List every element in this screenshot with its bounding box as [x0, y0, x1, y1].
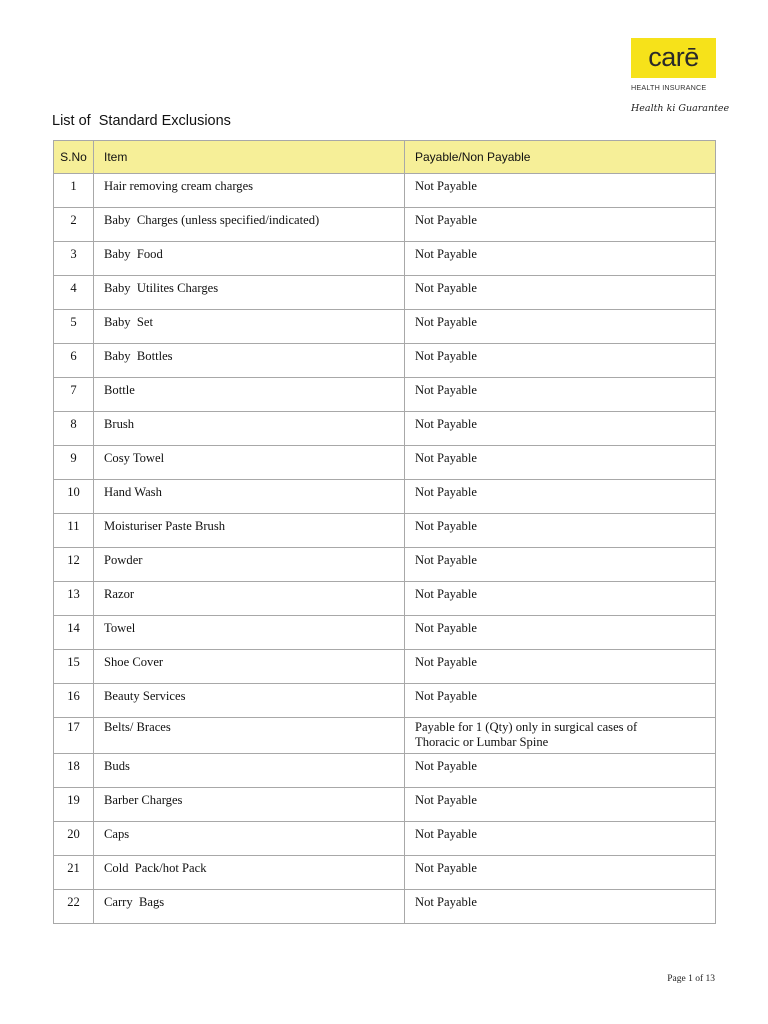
document-title: List of Standard Exclusions — [52, 113, 231, 129]
sno-cell: 19 — [54, 788, 94, 822]
status-cell: Payable for 1 (Qty) only in surgical cases of Thoracic or Lumbar Spine — [405, 718, 716, 754]
item-cell: Barber Charges — [94, 788, 405, 822]
item-cell: Carry Bags — [94, 890, 405, 924]
table-row — [54, 208, 716, 242]
column-header-item: Item — [94, 141, 405, 174]
sno-cell: 21 — [54, 856, 94, 890]
sno-cell: 10 — [54, 480, 94, 514]
status-cell: Not Payable — [405, 650, 716, 684]
status-cell: Not Payable — [405, 582, 716, 616]
item-cell: Powder — [94, 548, 405, 582]
page-number: Page 1 of 13 — [667, 974, 715, 984]
status-cell: Not Payable — [405, 788, 716, 822]
status-cell: Not Payable — [405, 412, 716, 446]
sno-cell: 9 — [54, 446, 94, 480]
table-row — [54, 650, 716, 684]
sno-cell: 5 — [54, 310, 94, 344]
column-header-sno: S.No — [54, 141, 94, 174]
table-row — [54, 548, 716, 582]
status-cell: Not Payable — [405, 616, 716, 650]
sno-cell: 20 — [54, 822, 94, 856]
status-cell: Not Payable — [405, 822, 716, 856]
status-cell: Not Payable — [405, 754, 716, 788]
sno-cell: 2 — [54, 208, 94, 242]
item-cell: Razor — [94, 582, 405, 616]
table-row — [54, 718, 716, 754]
sno-cell: 17 — [54, 718, 94, 754]
status-cell: Not Payable — [405, 310, 716, 344]
sno-cell: 14 — [54, 616, 94, 650]
table-body — [54, 174, 716, 924]
sno-cell: 1 — [54, 174, 94, 208]
status-cell: Not Payable — [405, 242, 716, 276]
item-cell: Beauty Services — [94, 684, 405, 718]
table-row — [54, 276, 716, 310]
status-cell: Not Payable — [405, 446, 716, 480]
sno-cell: 12 — [54, 548, 94, 582]
status-cell: Not Payable — [405, 344, 716, 378]
item-cell: Brush — [94, 412, 405, 446]
care-logo — [631, 38, 716, 78]
table-row — [54, 582, 716, 616]
item-cell: Hand Wash — [94, 480, 405, 514]
status-cell: Not Payable — [405, 890, 716, 924]
sno-cell: 3 — [54, 242, 94, 276]
table-row — [54, 310, 716, 344]
table-row — [54, 822, 716, 856]
sno-cell: 16 — [54, 684, 94, 718]
logo-tagline: Health ki Guarantee — [631, 103, 730, 114]
item-cell: Buds — [94, 754, 405, 788]
item-cell: Baby Bottles — [94, 344, 405, 378]
sno-cell: 18 — [54, 754, 94, 788]
sno-cell: 15 — [54, 650, 94, 684]
table-row — [54, 446, 716, 480]
status-cell: Not Payable — [405, 208, 716, 242]
sno-cell: 8 — [54, 412, 94, 446]
table-row — [54, 344, 716, 378]
table-row — [54, 514, 716, 548]
item-cell: Cold Pack/hot Pack — [94, 856, 405, 890]
status-cell: Not Payable — [405, 514, 716, 548]
logo-wordmark: carē — [648, 41, 699, 72]
item-cell: Belts/ Braces — [94, 718, 405, 754]
item-cell: Bottle — [94, 378, 405, 412]
status-cell: Not Payable — [405, 480, 716, 514]
status-cell: Not Payable — [405, 548, 716, 582]
item-cell: Cosy Towel — [94, 446, 405, 480]
table-row — [54, 412, 716, 446]
item-cell: Towel — [94, 616, 405, 650]
table-row — [54, 242, 716, 276]
sno-cell: 22 — [54, 890, 94, 924]
table-row — [54, 684, 716, 718]
table-header-row — [54, 141, 716, 174]
item-cell: Baby Set — [94, 310, 405, 344]
exclusions-table — [53, 140, 716, 924]
logo-subtitle: HEALTH INSURANCE — [631, 83, 707, 92]
status-cell: Not Payable — [405, 378, 716, 412]
table-row — [54, 788, 716, 822]
item-cell: Baby Charges (unless specified/indicated) — [94, 208, 405, 242]
status-cell: Not Payable — [405, 276, 716, 310]
column-header-status: Payable/Non Payable — [405, 141, 716, 174]
sno-cell: 7 — [54, 378, 94, 412]
item-cell: Baby Utilites Charges — [94, 276, 405, 310]
sno-cell: 11 — [54, 514, 94, 548]
status-cell: Not Payable — [405, 684, 716, 718]
table-row — [54, 378, 716, 412]
status-cell: Not Payable — [405, 856, 716, 890]
table-row — [54, 480, 716, 514]
item-cell: Shoe Cover — [94, 650, 405, 684]
sno-cell: 4 — [54, 276, 94, 310]
table-row — [54, 174, 716, 208]
table-row — [54, 856, 716, 890]
sno-cell: 6 — [54, 344, 94, 378]
status-cell: Not Payable — [405, 174, 716, 208]
table-row — [54, 754, 716, 788]
item-cell: Baby Food — [94, 242, 405, 276]
item-cell: Moisturiser Paste Brush — [94, 514, 405, 548]
item-cell: Caps — [94, 822, 405, 856]
table-row — [54, 890, 716, 924]
table-row — [54, 616, 716, 650]
sno-cell: 13 — [54, 582, 94, 616]
item-cell: Hair removing cream charges — [94, 174, 405, 208]
